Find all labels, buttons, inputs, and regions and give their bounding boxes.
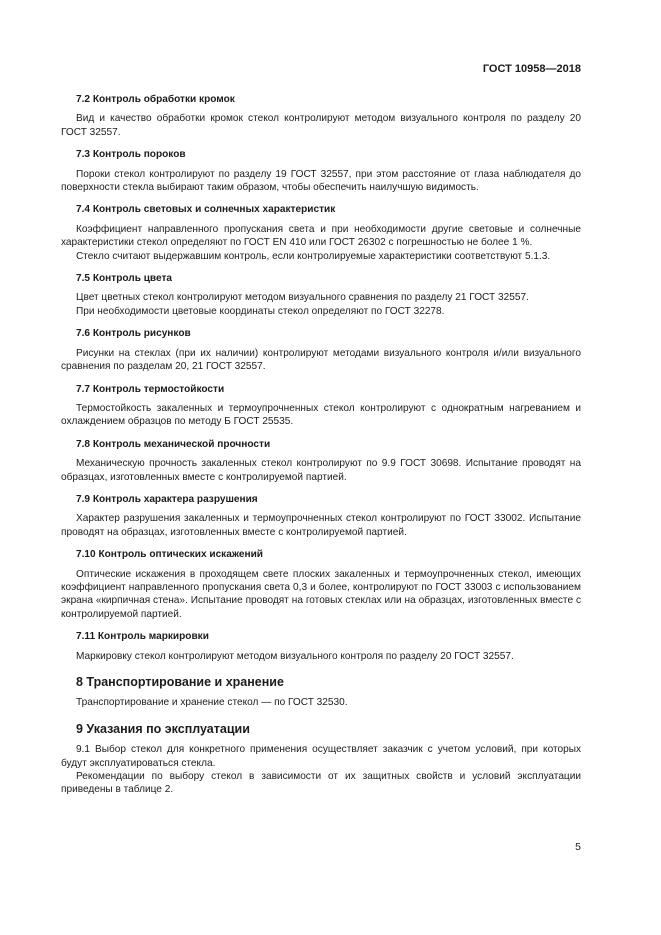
paragraph: Рисунки на стеклах (при их наличии) контролируют методами визуального контроля и/или визуального сравнения по разделам 20, 21 ГОСТ 32557. [61, 347, 581, 373]
section-title: 7.2 Контроль обработки кромок [76, 94, 235, 105]
section-title: 7.11 Контроль маркировки [76, 631, 209, 643]
section-7-8 [61, 438, 581, 484]
section-7-2 [61, 93, 581, 139]
page-number: 5 [575, 841, 581, 853]
paragraph: Стекло считают выдержавшим контроль, если контролируемые характеристики соответствуют 5.1.3. [76, 250, 551, 262]
page-content [61, 93, 581, 797]
section-7-4 [61, 203, 581, 263]
chapter-title: 8 Транспортирование и хранение [76, 675, 284, 689]
section-7-5 [61, 272, 581, 318]
chapter-9 [61, 723, 581, 797]
section-title: 7.7 Контроль термостойкости [76, 383, 225, 395]
section-7-6 [61, 327, 581, 373]
paragraph: Механическую прочность закаленных стекол контролируют по 9.9 ГОСТ 30698. Испытание проводят на образцах, изготовленных вместе с контролируемой партией. [61, 458, 581, 483]
section-7-11 [61, 630, 581, 663]
paragraph: Цвет цветных стекол контролируют методом визуального сравнения по разделу 21 ГОСТ 32557. [76, 292, 529, 304]
section-title: 7.10 Контроль оптических искажений [76, 549, 263, 561]
section-title: 7.4 Контроль световых и солнечных характеристик [76, 204, 336, 216]
paragraph: Маркировку стекол контролируют методом визуального контроля по разделу 20 ГОСТ 32557. [76, 650, 514, 662]
standard-code: ГОСТ 10958—2018 [482, 63, 581, 75]
paragraph: Вид и качество обработки кромок стекол контролируют методом визуального контроля по разделу 20 ГОСТ 32557. [61, 113, 581, 138]
section-7-3 [61, 148, 581, 194]
paragraph: Характер разрушения закаленных и термоупрочненных стекол контролируют по ГОСТ 33002. Испытание проводят на образцах, изготовленных вместе с контролируемой партией. [61, 513, 581, 538]
section-title: 7.5 Контроль цвета [76, 273, 173, 285]
section-7-10 [61, 548, 581, 621]
paragraph: Коэффициент направленного пропускания света и при необходимости другие световые и солнечные характеристики стекол определяют по ГОСТ EN 410 или ГОСТ 26302 с погрешностью не более 1 %. [61, 223, 581, 249]
paragraph: Оптические искажения в проходящем свете плоских закаленных и термоупрочненных стекол, имеющих коэффициент направленного пропускания света 0,3 и более, контролируют по ГОСТ 33003 с использованием экрана «кирпичная стена». Испытание проводят на готовых стеклах или на образцах, изготовленных вместе с контролируемой партией. [61, 568, 581, 620]
chapter-8 [61, 676, 581, 710]
paragraph: Рекомендации по выбору стекол в зависимости от их защитных свойств и условий эксплуатации приведены в таблице 2. [61, 771, 581, 796]
paragraph: Транспортирование и хранение стекол — по ГОСТ 32530. [76, 697, 348, 709]
section-title: 7.3 Контроль пороков [76, 149, 186, 161]
chapter-title: 9 Указания по эксплуатации [76, 721, 250, 736]
section-title: 7.8 Контроль механической прочности [76, 438, 271, 450]
paragraph: Пороки стекол контролируют по разделу 19 ГОСТ 32557, при этом расстояние от глаза наблюдателя до поверхности стекла выбирают таким образом, чтобы обеспечить наилучшую видимость. [61, 168, 581, 194]
section-7-9 [61, 493, 581, 539]
paragraph: При необходимости цветовые координаты стекол определяют по ГОСТ 32278. [76, 305, 445, 317]
section-7-7 [61, 383, 581, 429]
paragraph: 9.1 Выбор стекол для конкретного применения осуществляет заказчик с учетом условий, при которых будут эксплуатироваться стекла. [61, 744, 581, 769]
section-title: 7.9 Контроль характера разрушения [76, 493, 258, 505]
section-title: 7.6 Контроль рисунков [76, 328, 191, 340]
paragraph: Термостойкость закаленных и термоупрочненных стекол контролируют с однократным нагреванием и охлаждением образцов по методу Б ГОСТ 25535. [61, 402, 581, 428]
